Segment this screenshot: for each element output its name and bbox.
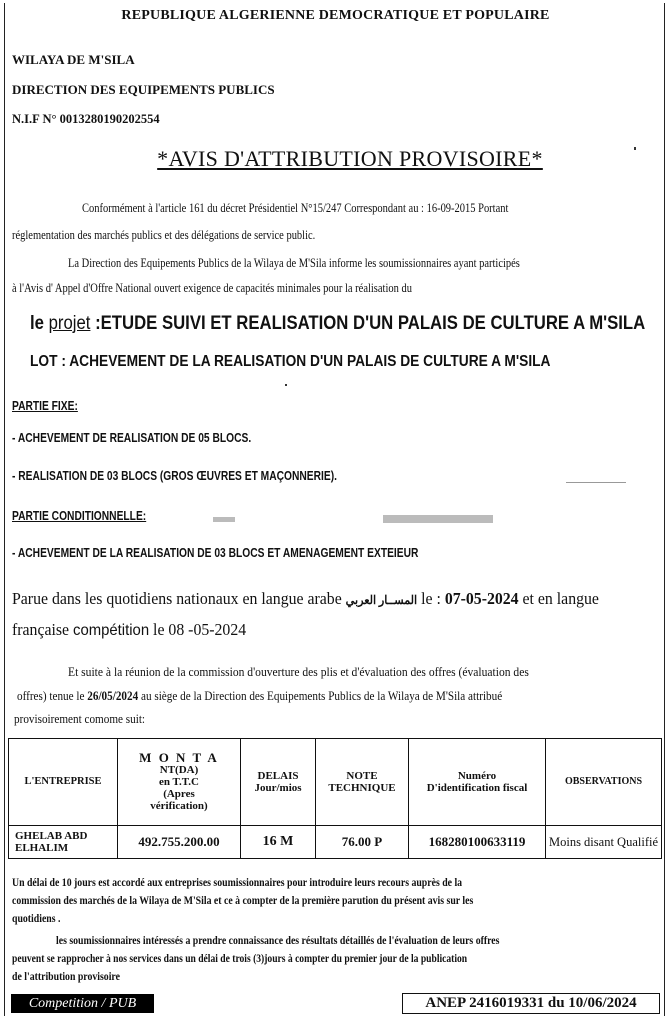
- french-newspaper-name: compétition: [73, 622, 150, 639]
- arabic-newspaper-name: المســار العربي: [345, 593, 418, 607]
- cell-montant: 492.755.200.00: [118, 826, 241, 859]
- direction-header: DIRECTION DES EQUIPEMENTS PUBLICS: [12, 82, 275, 97]
- parution-text-4: française: [12, 620, 74, 639]
- cell-nif: 168280100633119: [409, 826, 546, 859]
- cell-delais: 16 M: [241, 826, 316, 859]
- col-note: [316, 739, 409, 826]
- partie-fixe-item-2: - REALISATION DE 03 BLOCS (GROS ŒUVRES ET MAÇONNERIE).: [12, 469, 337, 483]
- anep-reference: ANEP 2416019331 du 10/06/2024: [402, 993, 660, 1014]
- wilaya-header: WILAYA DE M'SILA: [12, 52, 135, 67]
- cell-note: 76.00 P: [316, 826, 409, 859]
- parution-line-2: [12, 620, 246, 640]
- col-montant-l4: (Apres: [163, 788, 195, 800]
- scan-speck: [566, 482, 626, 483]
- projet-prefix: le: [30, 313, 44, 334]
- col-delais-l2: Jour/mios: [254, 782, 302, 794]
- col-delais: [241, 739, 316, 826]
- footer-line-6: de l'attribution provisoire: [12, 971, 120, 983]
- attribution-table: [8, 738, 662, 859]
- col-montant-l3: en T.T.C: [158, 776, 200, 788]
- footer-line-2: commission des marchés de la Wilaya de M'Sila et ce à compter de la première parution du présent avis sur les: [12, 895, 474, 907]
- col-entreprise: L'ENTREPRISE: [9, 739, 118, 826]
- col-montant: [118, 739, 241, 826]
- col-observations: OBSERVATIONS: [546, 739, 662, 826]
- col-montant-l2: NT(DA): [159, 764, 199, 776]
- intro-line-3: La Direction des Equipements Publics de la Wilaya de M'Sila informe les soumissionnaires ayant participés: [68, 256, 520, 270]
- col-note-l1: NOTE: [346, 770, 378, 782]
- parution-text-1: Parue dans les quotidiens nationaux en langue arabe: [12, 589, 342, 608]
- publisher-badge: Competition / PUB: [11, 994, 154, 1013]
- reunion-line-3: provisoirement comome suit:: [14, 711, 146, 726]
- partie-conditionnelle-item-1: - ACHEVEMENT DE LA REALISATION DE 03 BLOCS ET AMENAGEMENT EXTEIEUR: [12, 546, 419, 560]
- scan-speck: [285, 384, 287, 386]
- parution-text-5: le 08 -05-2024: [149, 620, 247, 639]
- col-nif-l1: Numéro: [457, 770, 497, 782]
- col-nif: [409, 739, 546, 826]
- reunion-line-2: [17, 688, 502, 704]
- partie-fixe-heading: PARTIE FIXE:: [12, 399, 78, 413]
- cell-entreprise-l2: ELHALIM: [15, 842, 69, 854]
- intro-line-1: Conformément à l'article 161 du décret Présidentiel N°15/247 Correspondant au : 16-09-2015 Portant: [82, 201, 509, 215]
- footer-line-3: quotidiens .: [12, 913, 61, 925]
- page-title: *AVIS D'ATTRIBUTION PROVISOIRE*: [157, 146, 543, 171]
- scan-speck: [383, 515, 493, 523]
- projet-line: [30, 313, 645, 335]
- projet-text: :ETUDE SUIVI ET REALISATION D'UN PALAIS DE CULTURE A M'SILA: [95, 313, 646, 334]
- projet-label: projet: [48, 313, 91, 334]
- table-row: [9, 826, 662, 859]
- col-note-l2: TECHNIQUE: [328, 782, 396, 794]
- cell-entreprise: [9, 826, 118, 859]
- lot-line: LOT : ACHEVEMENT DE LA REALISATION D'UN PALAIS DE CULTURE A M'SILA: [30, 353, 551, 370]
- parution-text-2: le :: [421, 589, 445, 608]
- intro-line-2: réglementation des marchés publics et des délégations de service public.: [12, 228, 316, 242]
- partie-conditionnelle-heading: PARTIE CONDITIONNELLE:: [12, 509, 147, 523]
- cell-entreprise-l1: GHELAB ABD: [15, 830, 88, 842]
- table-header-row: [9, 739, 662, 826]
- partie-fixe-item-1: - ACHEVEMENT DE REALISATION DE 05 BLOCS.: [12, 431, 252, 445]
- col-delais-l1: DELAIS: [257, 770, 299, 782]
- footer-line-1: Un délai de 10 jours est accordé aux entreprises soumissionnaires pour introduire leurs recours auprès de la: [12, 877, 463, 889]
- footer-line-4: les soumissionnaires intéressés a prendre connaissance des résultats détaillés de l'évaluation de leurs offres: [56, 935, 500, 947]
- republic-header: REPUBLIQUE ALGERIENNE DEMOCRATIQUE ET POPULAIRE: [121, 8, 550, 23]
- col-montant-l5: vérification): [150, 800, 208, 812]
- reunion-line-1: Et suite à la réunion de la commission d'ouverture des plis et d'évaluation des offres (évaluation des: [68, 664, 529, 679]
- parution-text-3: et en langue: [518, 589, 599, 608]
- scan-speck: [634, 147, 636, 150]
- intro-line-4: à l'Avis d' Appel d'Offre National ouvert exigence de capacités minimales pour la réalisation du: [12, 281, 412, 295]
- cell-observation: Moins disant Qualifié: [546, 826, 662, 859]
- scan-speck: [213, 517, 235, 522]
- col-montant-l1: M O N T A: [139, 750, 219, 765]
- reunion-text-a: offres) tenue le: [17, 688, 88, 703]
- footer-line-5: peuvent se rapprocher à nos services dans un délai de trois (3)jours à compter du premier jour de la publication: [12, 953, 468, 965]
- reunion-text-b: au siège de la Direction des Equipements Publics de la Wilaya de M'Sila attribué: [138, 688, 503, 703]
- parution-line-1: [12, 589, 599, 609]
- reunion-date: 26/05/2024: [87, 688, 139, 703]
- parution-date-arabic: 07-05-2024: [444, 589, 519, 608]
- col-nif-l2: D'identification fiscal: [426, 782, 528, 794]
- nif-header: N.I.F N° 0013280190202554: [12, 112, 160, 126]
